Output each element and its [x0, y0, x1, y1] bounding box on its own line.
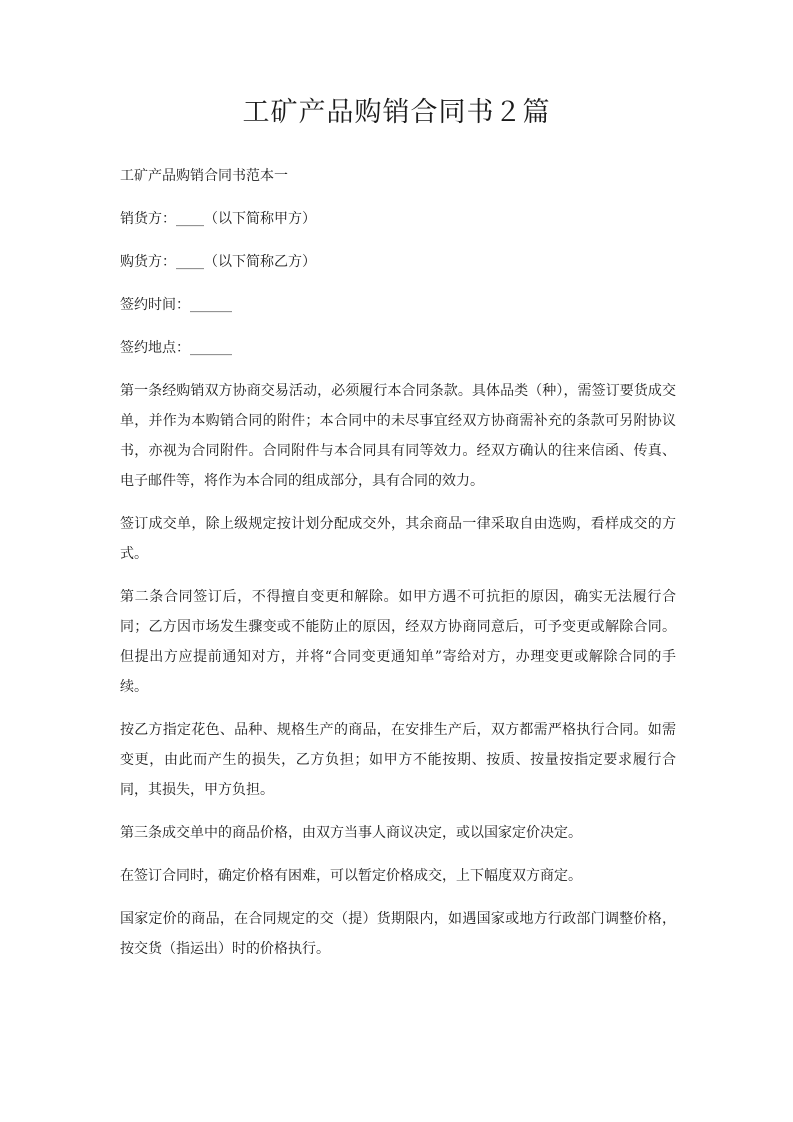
signing-place-line: 签约地点：______: [120, 340, 232, 356]
body-paragraph: 按乙方指定花色、品种、规格生产的商品，在安排生产后，双方都需严格执行合同。如需变更，由此而产生的损失，乙方负担；如甲方不能按期、按质、按量按指定要求履行合同，其损失，甲方负担。: [120, 722, 676, 798]
body-paragraph: 在签订合同时，确定价格有困难，可以暂定价格成交，上下幅度双方商定。: [120, 868, 582, 884]
article-2-paragraph: 第二条合同签订后，不得擅自变更和解除。如甲方遇不可抗拒的原因，确实无法履行合同；乙方因市场发生骤变或不能防止的原因，经双方协商同意后，可予变更或解除合同。但提出方应提前通知对方，并将“合同变更通知单”寄给对方，办理变更或解除合同的手续。: [120, 589, 676, 695]
buyer-line: 购货方：____（以下简称乙方）: [120, 254, 316, 270]
document-body: [120, 161, 676, 977]
document-title: 工矿产品购销合同书２篇: [242, 97, 551, 128]
seller-line: 销货方：____（以下简称甲方）: [120, 211, 316, 227]
body-paragraph: 国家定价的商品，在合同规定的交（提）货期限内，如遇国家或地方行政部门调整价格，按交货（指运出）时的价格执行。: [120, 911, 676, 957]
body-paragraph: 签订成交单，除上级规定按计划分配成交外，其余商品一律采取自由选购，看样成交的方式。: [120, 516, 676, 562]
subtitle-paragraph: 工矿产品购销合同书范本一: [120, 168, 288, 184]
article-1-paragraph: 第一条经购销双方协商交易活动，必须履行本合同条款。具体品类（种），需签订要货成交单，并作为本购销合同的附件；本合同中的未尽事宜经双方协商需补充的条款可另附协议书，亦视为合同附件。合同附件与本合同具有同等效力。经双方确认的往来信函、传真、电子邮件等，将作为本合同的组成部分，具有合同的效力。: [120, 383, 676, 489]
article-3-paragraph: 第三条成交单中的商品价格，由双方当事人商议决定，或以国家定价决定。: [120, 825, 582, 841]
signing-time-line: 签约时间：______: [120, 297, 232, 313]
